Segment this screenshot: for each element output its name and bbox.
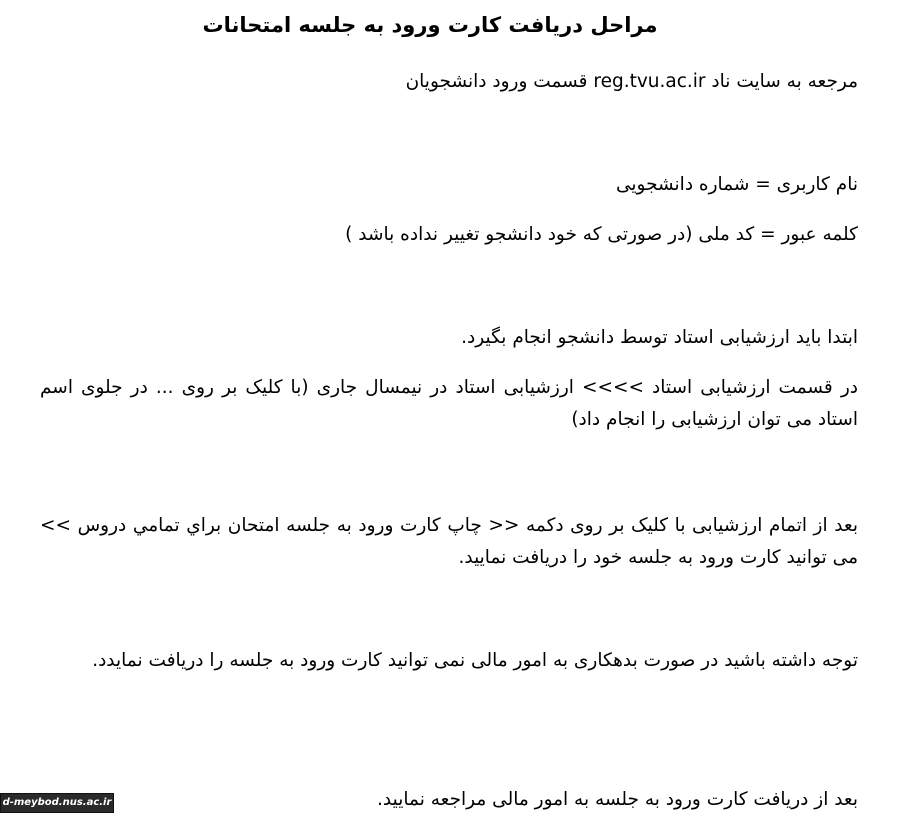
evaluation-first-paragraph: ابتدا باید ارزشیابی استاد توسط دانشجو انجام بگیرد. — [461, 327, 858, 348]
intro-line — [406, 66, 858, 98]
site-address: reg.tvu.ac.ir — [593, 71, 706, 92]
final-note-paragraph: بعد از دریافت کارت ورود به جلسه به امور مالی مراجعه نمایید. — [377, 789, 858, 810]
debt-note-paragraph: توجه داشته باشید در صورت بدهکاری به امور مالی نمی توانید کارت ورود به جلسه را دریافت نمایدد. — [92, 650, 858, 671]
intro-text-before: مرجعه به سایت ناد — [705, 71, 858, 92]
page-title: مراحل دریافت کارت ورود به جلسه امتحانات — [202, 13, 658, 37]
username-line: نام کاربری = شماره دانشجویی — [615, 174, 858, 195]
site-watermark: d-meybod.nus.ac.ir — [0, 793, 114, 813]
password-line: کلمه عبور = کد ملی (در صورتی که خود دانشجو تغییر نداده باشد ) — [345, 224, 858, 245]
after-evaluation-paragraph: بعد از اتمام ارزشیابی با کلیک بر روی دکمه << چاپ کارت ورود به جلسه امتحان براي تمامي دروس >> می توانید کارت ورود به جلسه خود را دریافت نمایید. — [40, 515, 858, 568]
intro-text-after: قسمت ورود دانشجویان — [405, 71, 594, 92]
evaluation-steps-paragraph: در قسمت ارزشیابی استاد >>>> ارزشیابی استاد در نیمسال جاری (با کلیک بر روی ... در جلوی اسم استاد می توان ارزشیابی را انجام داد) — [40, 377, 858, 430]
